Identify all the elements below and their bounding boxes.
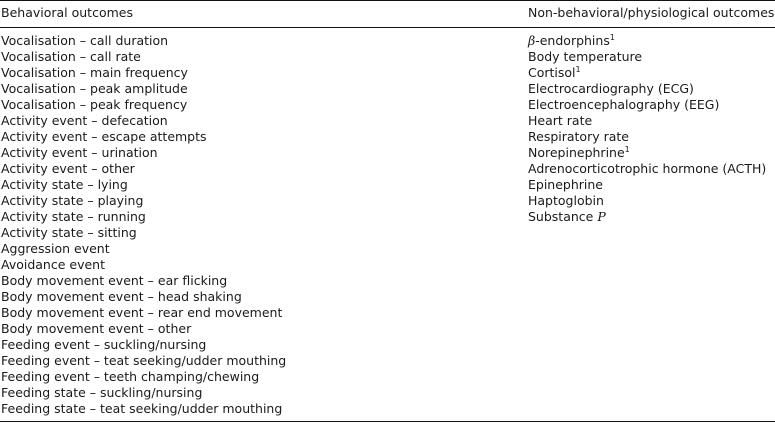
row-text: Haptoglobin xyxy=(528,193,604,208)
footnote-marker: 1 xyxy=(575,65,581,74)
row-text: Electroencephalography (EEG) xyxy=(528,97,720,112)
table-row xyxy=(528,209,766,225)
row-text: Epinephrine xyxy=(528,177,603,192)
table-row: Activity state – running xyxy=(1,209,146,224)
table-row: Vocalisation – peak frequency xyxy=(1,97,188,112)
physiological-outcomes-column xyxy=(528,33,766,225)
table-row: Activity event – urination xyxy=(1,145,158,160)
row-text: Respiratory rate xyxy=(528,129,629,144)
row-text: Norepinephrine xyxy=(528,145,625,160)
table-row: Body movement event – ear flicking xyxy=(1,273,228,288)
row-text: Adrenocorticotrophic hormone (ACTH) xyxy=(528,161,767,176)
footnote-marker: 1 xyxy=(609,33,615,42)
row-text: Substance xyxy=(528,209,598,224)
table-top-rule xyxy=(0,0,775,1)
table-row: Aggression event xyxy=(1,241,110,256)
table-row xyxy=(528,33,766,49)
row-text: Body temperature xyxy=(528,49,643,64)
row-text: Cortisol xyxy=(528,65,576,80)
table-row xyxy=(528,177,766,193)
table-row: Activity event – defecation xyxy=(1,113,168,128)
table-row: Activity state – sitting xyxy=(1,225,137,240)
header-rule xyxy=(0,27,775,28)
table-row: Feeding state – teat seeking/udder mouthing xyxy=(1,401,283,416)
behavioral-outcomes-column xyxy=(1,33,286,417)
table-row: Feeding state – suckling/nursing xyxy=(1,385,203,400)
table-row xyxy=(528,193,766,209)
table-row: Body movement event – rear end movement xyxy=(1,305,283,320)
table-row: Activity event – other xyxy=(1,161,135,176)
header-behavioral: Behavioral outcomes xyxy=(1,5,133,20)
italic-suffix: P xyxy=(597,209,606,224)
table-row xyxy=(528,145,766,161)
table-row: Activity state – lying xyxy=(1,177,128,192)
table-row: Activity event – escape attempts xyxy=(1,129,207,144)
table-row: Body movement event – other xyxy=(1,321,192,336)
table-row: Activity state – playing xyxy=(1,193,144,208)
table-row xyxy=(528,97,766,113)
row-text: Electrocardiography (ECG) xyxy=(528,81,694,96)
table-row: Avoidance event xyxy=(1,257,105,272)
table-row: Vocalisation – main frequency xyxy=(1,65,188,80)
row-text: Heart rate xyxy=(528,113,593,128)
table-row: Feeding event – suckling/nursing xyxy=(1,337,207,352)
table-row xyxy=(528,113,766,129)
table-row xyxy=(528,49,766,65)
table-row: Body movement event – head shaking xyxy=(1,289,242,304)
table-row xyxy=(528,81,766,97)
table-row xyxy=(528,65,766,81)
footnote-marker: 1 xyxy=(624,145,630,154)
table-row xyxy=(528,161,766,177)
table-row xyxy=(528,129,766,145)
header-physiological: Non-behavioral/physiological outcomes xyxy=(528,5,775,20)
row-text: -endorphins xyxy=(535,33,610,48)
greek-prefix: β xyxy=(528,33,536,48)
table-row: Vocalisation – call duration xyxy=(1,33,169,48)
table-row: Feeding event – teeth champing/chewing xyxy=(1,369,260,384)
table-row: Vocalisation – call rate xyxy=(1,49,141,64)
table-row: Feeding event – teat seeking/udder mouthing xyxy=(1,353,287,368)
table-bottom-rule xyxy=(0,421,775,422)
table-row: Vocalisation – peak amplitude xyxy=(1,81,188,96)
